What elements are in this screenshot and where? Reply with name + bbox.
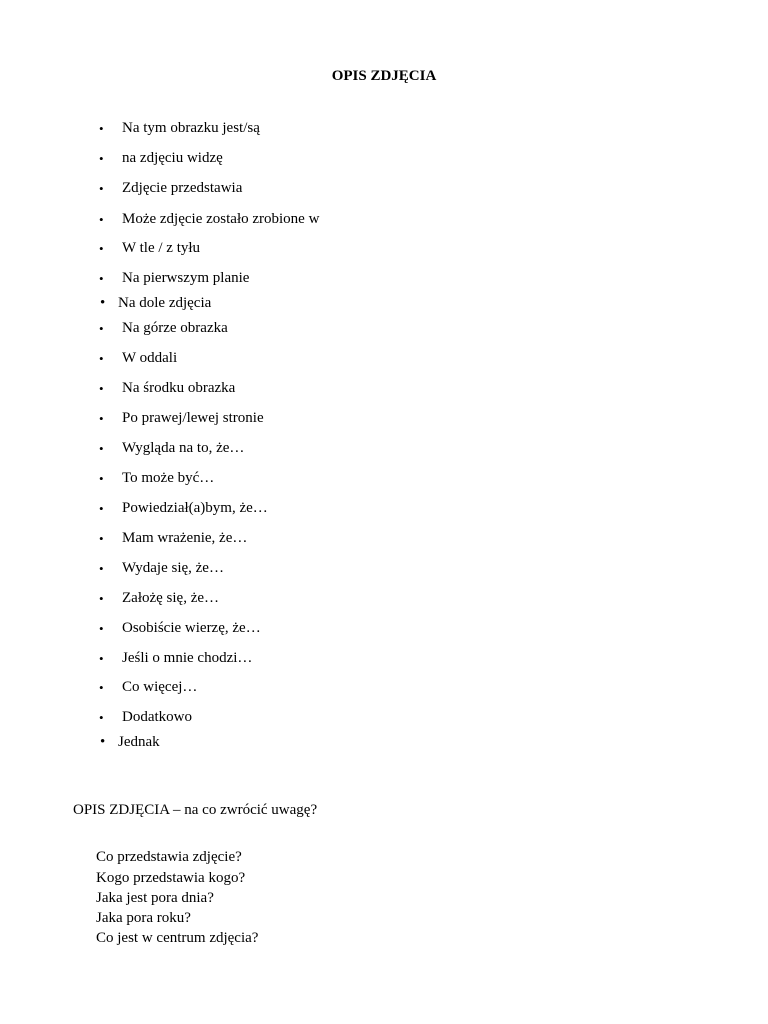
phrase-item: Powiedział(a)bym, że… <box>122 500 268 516</box>
bullet-icon: • <box>99 271 104 286</box>
phrase-item: Na środku obrazka <box>122 380 236 396</box>
bullet-icon: • <box>99 651 104 666</box>
phrase-item: Założę się, że… <box>122 590 220 606</box>
question-item: Jaka jest pora dnia? <box>96 890 214 906</box>
bullet-icon: • <box>99 591 104 606</box>
phrase-item: W oddali <box>122 350 178 366</box>
bullet-icon: • <box>99 561 104 576</box>
phrase-item: Mam wrażenie, że… <box>122 530 248 546</box>
phrase-item: Co więcej… <box>122 679 198 695</box>
page-title: OPIS ZDJĘCIA <box>331 68 437 84</box>
bullet-icon: • <box>99 241 104 256</box>
bullet-icon: • <box>99 680 104 695</box>
bullet-icon: • <box>99 441 104 456</box>
bullet-icon: • <box>99 710 104 725</box>
section-title: OPIS ZDJĘCIA – na co zwrócić uwagę? <box>73 802 318 818</box>
phrase-item: Po prawej/lewej stronie <box>122 410 264 426</box>
question-item: Co przedstawia zdjęcie? <box>96 849 242 865</box>
bullet-icon: • <box>99 381 104 396</box>
phrase-item: Zdjęcie przedstawia <box>122 180 243 196</box>
phrase-item: Jednak <box>118 734 160 750</box>
phrase-item: na zdjęciu widzę <box>122 150 223 166</box>
phrase-item: Na dole zdjęcia <box>118 295 212 311</box>
bullet-icon: • <box>99 121 104 136</box>
phrase-item: Na tym obrazku jest/są <box>122 120 260 136</box>
bullet-icon: • <box>99 531 104 546</box>
phrase-item: Może zdjęcie zostało zrobione w <box>122 211 320 227</box>
question-item: Jaka pora roku? <box>96 910 191 926</box>
bullet-icon: • <box>99 471 104 486</box>
phrase-item: Na pierwszym planie <box>122 270 250 286</box>
bullet-icon: • <box>99 621 104 636</box>
phrase-item: To może być… <box>122 470 215 486</box>
bullet-icon: • <box>99 411 104 426</box>
phrase-item: Osobiście wierzę, że… <box>122 620 261 636</box>
bullet-icon: • <box>99 351 104 366</box>
phrase-item: Wygląda na to, że… <box>122 440 245 456</box>
phrase-item: Dodatkowo <box>122 709 192 725</box>
bullet-icon: • <box>99 212 104 227</box>
bullet-icon: • <box>99 501 104 516</box>
question-item: Co jest w centrum zdjęcia? <box>96 930 259 946</box>
bullet-icon: • <box>99 181 104 196</box>
bullet-icon: • <box>99 151 104 166</box>
phrase-item: Jeśli o mnie chodzi… <box>122 650 253 666</box>
bullet-icon: • <box>100 734 106 750</box>
phrase-item: Na górze obrazka <box>122 320 228 336</box>
question-item: Kogo przedstawia kogo? <box>96 870 246 886</box>
bullet-icon: • <box>100 295 106 311</box>
bullet-icon: • <box>99 321 104 336</box>
phrase-item: W tle / z tyłu <box>122 240 201 256</box>
phrase-item: Wydaje się, że… <box>122 560 224 576</box>
